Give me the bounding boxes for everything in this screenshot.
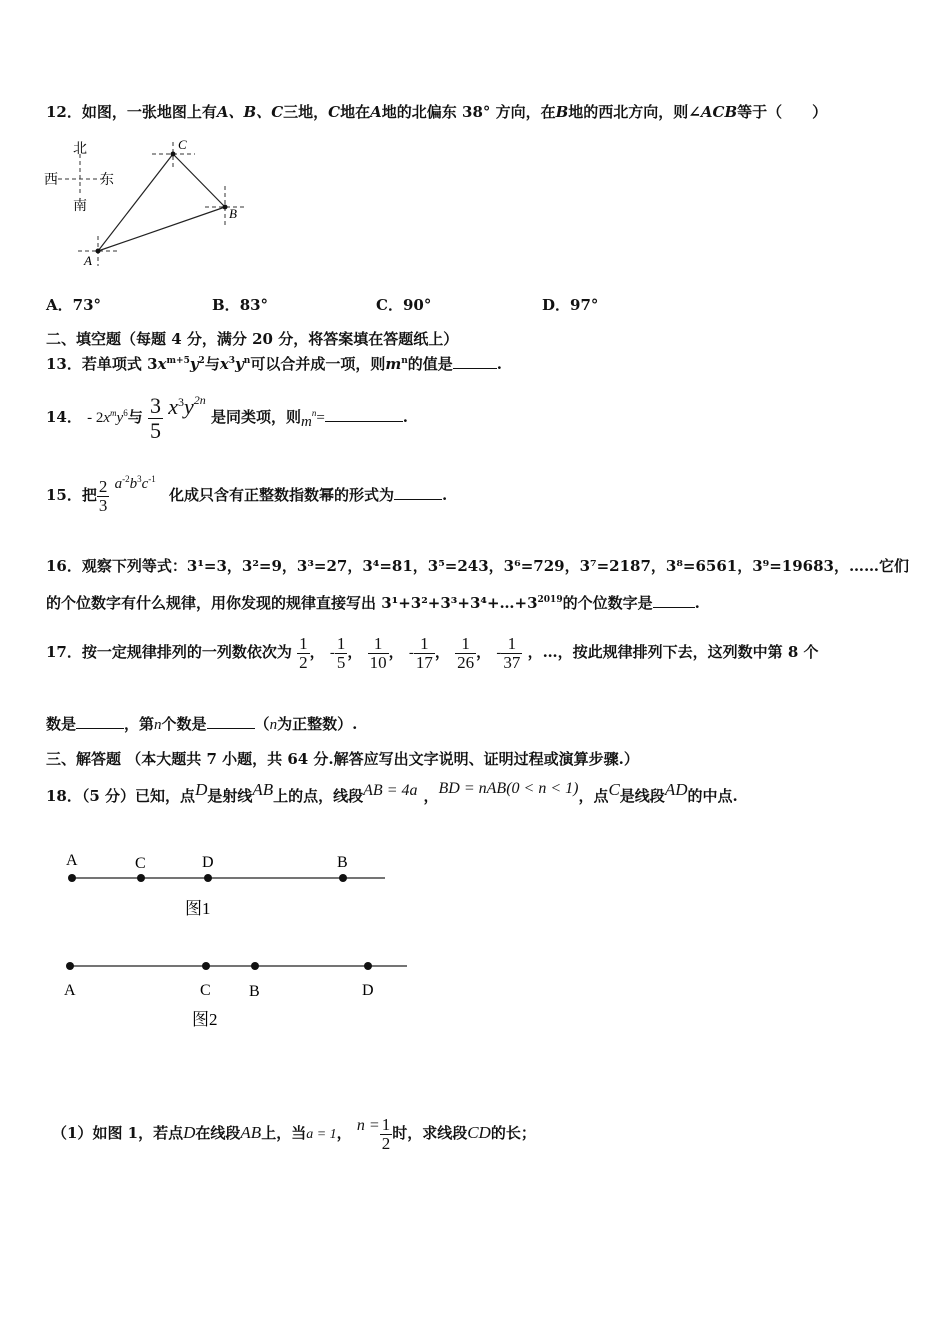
fig1-label-b: B <box>337 854 348 871</box>
q16-line2: 的个位数字有什么规律，用你发现的规律直接写出 $3^1+3^2+3^3+3^4+\dots+3^{2019}$的个位数字是 . <box>46 594 700 612</box>
q17-fraction-list: $\frac{1}{2}$ ， - $\frac{1}{5}$ ， $\frac{1}{10}$ ， - $\frac{1}{17}$ ， $\frac{1}{26}$ ， - $\frac{1}{37}$ <box>299 633 521 672</box>
q17-line2: 数是 ，第n个数是 （n为正整数）. <box>46 715 358 733</box>
q17-fraction-2: $\frac{1}{5}$ <box>336 633 346 672</box>
q18-stem: 18．（5 分）已知，点D是射线AB上的点，线段AB = 4a ，BD = nAB(0 < n < 1)，点C是线段AD的中点. <box>46 780 738 805</box>
q14-answer-blank[interactable] <box>325 407 403 422</box>
fig2-point-d <box>364 962 372 970</box>
q17-fraction-4: $\frac{1}{17}$ <box>415 633 433 672</box>
q13-stem: 13．若单项式 $3x^{m+5}y^2$与$x^3y^n$可以合并成一项，则$m^n$的值是 . <box>46 355 502 373</box>
fig1-point-a <box>68 874 76 882</box>
q15-answer-blank[interactable] <box>394 485 442 500</box>
q17-answer-blank-8th[interactable] <box>76 714 124 729</box>
q13-answer-blank[interactable] <box>453 354 497 369</box>
segment-ab <box>98 207 225 251</box>
point-c <box>171 152 176 157</box>
fig1-point-b <box>339 874 347 882</box>
fig2-label-b: B <box>249 983 260 1000</box>
q12-option-a: A．73° <box>46 296 102 314</box>
fig2-label-a: A <box>64 982 76 999</box>
q17-fraction-1: $\frac{1}{2}$ <box>299 633 308 672</box>
fig2-label-c: C <box>200 982 211 999</box>
q12-option-d: D．97° <box>542 296 599 314</box>
fig1-point-c <box>137 874 145 882</box>
q17-fraction-6: $\frac{1}{37}$ <box>503 633 521 672</box>
q16-line1: 16．观察下列等式：3¹=3，3²=9，3³=27，3⁴=81，3⁵=243，3⁶=729，3⁷=2187，3⁸=6561，3⁹=19683，……它们 <box>46 557 909 575</box>
q18-part1: （1）如图 1，若点D在线段AB上，当a = 1， n = $\frac{1}{2}$ 时，求线段CD的长； <box>52 1114 536 1153</box>
q17-fraction-5: $\frac{1}{26}$ <box>457 633 475 672</box>
figure-1 <box>55 845 395 925</box>
fig2-point-a <box>66 962 74 970</box>
q12-stem: 12．如图，一张地图上有A、B、C三地，C地在A地的北偏东 38° 方向，在B地的西北方向，则∠ACB等于（ ） <box>46 103 828 121</box>
section3-title: 三、解答题 （本大题共 7 小题，共 64 分.解答应写出文字说明、证明过程或演算步骤.） <box>46 750 639 768</box>
point-b <box>223 205 228 210</box>
compass-west: 西 <box>44 173 58 188</box>
q17-fraction-3: $\frac{1}{10}$ <box>369 633 387 672</box>
q15-stem: 15．把 $\frac{2}{3}$ $a^{-2}b^3c^{-1}$ 化成只含有正整数指数幂的形式为 . <box>46 474 448 515</box>
q12-option-b: B．83° <box>212 296 269 314</box>
q17-line1: 17．按一定规律排列的一列数依次为 $\frac{1}{2}$ ， - $\frac{1}{5}$ ， $\frac{1}{10}$ ， - $\frac{1}{17}$ ， $\frac{1}{26}$ ， - $\frac{1}{37}$ ，…，按此规律排列下去，这列数中第 8 个 <box>46 633 819 672</box>
q14-fraction: $\frac{3}{5}$ <box>149 392 161 443</box>
q18-part1-fraction: $\frac{1}{2}$ <box>381 1114 391 1153</box>
segment-ac <box>98 154 173 251</box>
point-a <box>96 249 101 254</box>
fig2-point-c <box>202 962 210 970</box>
fig1-label-c: C <box>135 855 146 872</box>
q15-fraction: $\frac{2}{3}$ <box>98 476 108 515</box>
q12-number: 12． <box>46 103 82 121</box>
label-c: C <box>178 137 187 152</box>
q12-option-c: C．90° <box>376 296 432 314</box>
label-b: B <box>229 206 237 221</box>
figure-2 <box>55 950 415 1035</box>
compass-north: 北 <box>73 142 87 157</box>
fig1-label-d: D <box>202 854 214 871</box>
fig2-label-d: D <box>362 982 374 999</box>
compass-east: 东 <box>100 173 114 188</box>
label-a: A <box>84 253 92 268</box>
segment-cb <box>173 154 225 207</box>
fig2-caption: 图2 <box>192 1010 218 1029</box>
fig2-point-b <box>251 962 259 970</box>
compass-south: 南 <box>73 199 87 214</box>
q17-answer-blank-nth[interactable] <box>207 714 255 729</box>
q14-stem: 14． - $2x^my^6$与 $\frac{3}{5}$ $x^3y^{2n}$ 是同类项，则$m^n=$ . <box>46 392 409 443</box>
fig1-label-a: A <box>66 852 78 869</box>
q16-answer-blank[interactable] <box>653 593 695 608</box>
section2-title: 二、填空题（每题 4 分，满分 20 分，将答案填在答题纸上） <box>46 330 459 348</box>
fig1-caption: 图1 <box>185 899 211 918</box>
fig1-point-d <box>204 874 212 882</box>
q12-map-figure <box>40 134 255 274</box>
